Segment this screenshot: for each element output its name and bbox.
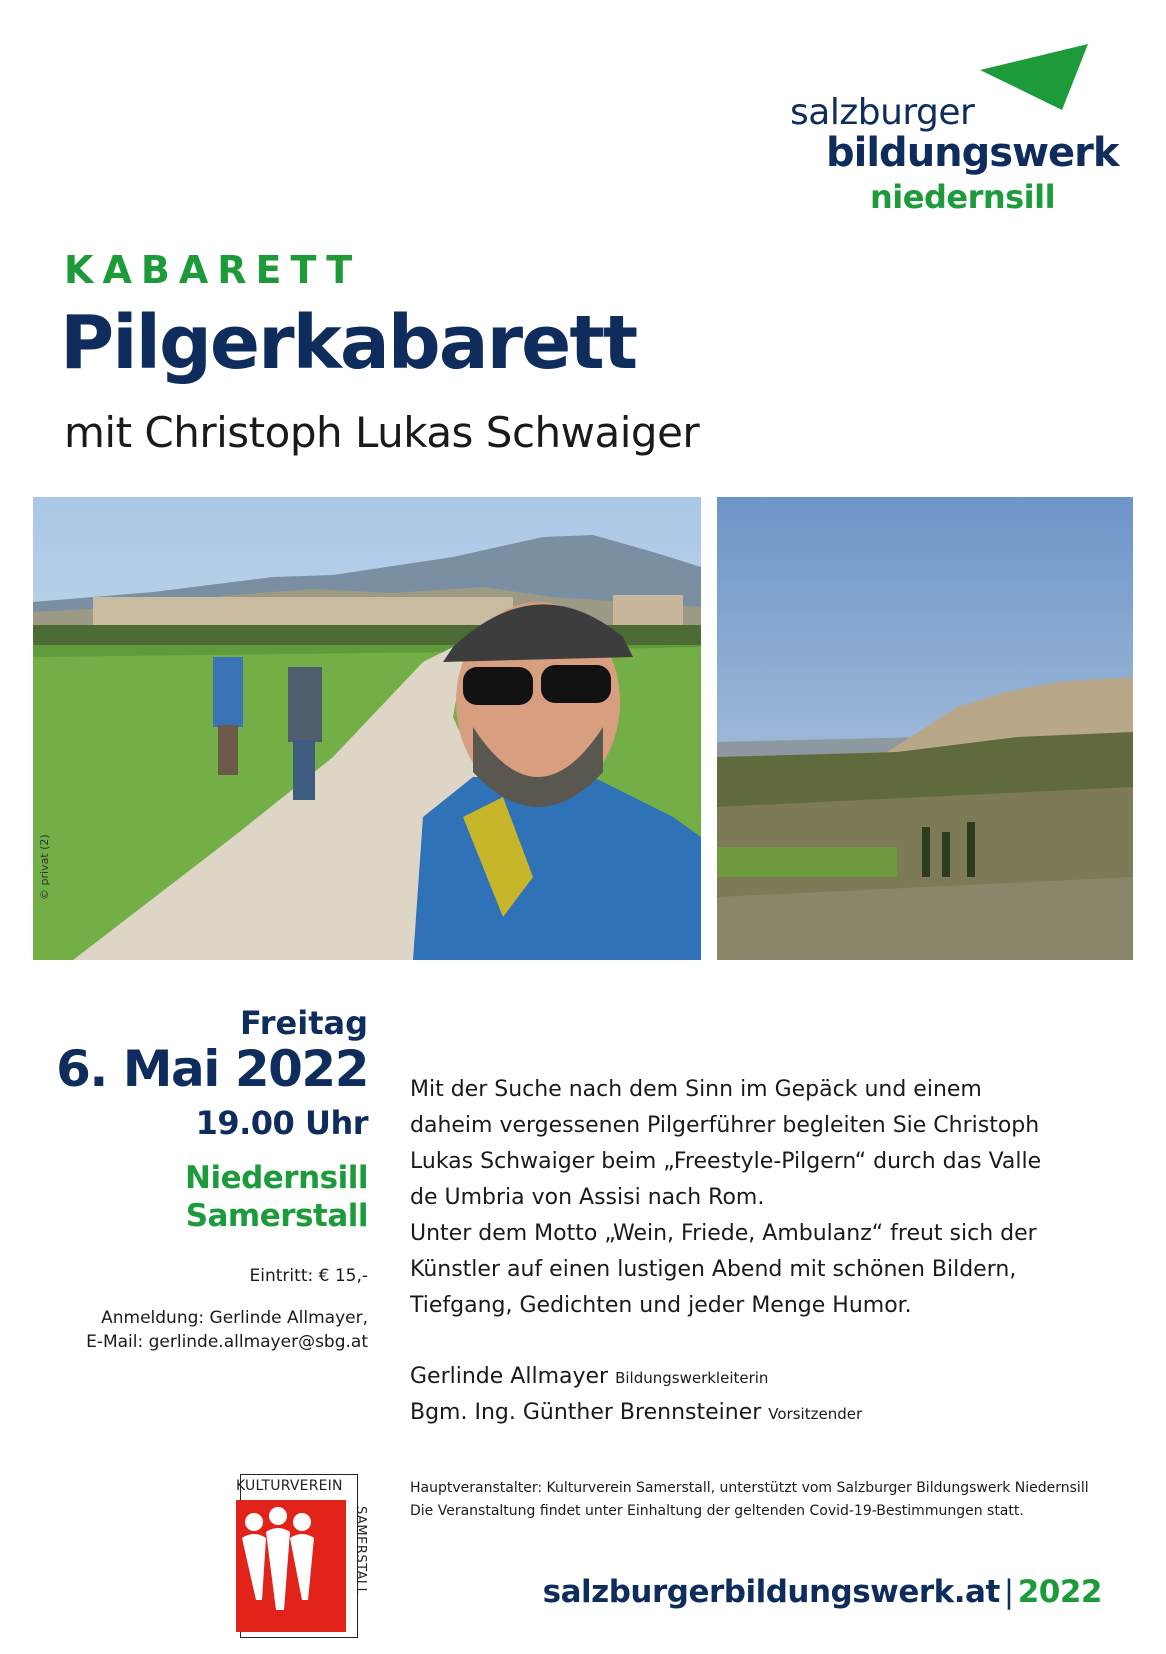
hill-town-landscape-photo xyxy=(717,497,1133,960)
event-date: 6. Mai 2022 xyxy=(56,1040,368,1098)
signature-1 xyxy=(410,1364,768,1389)
signature-role: Bildungswerkleiterin xyxy=(615,1369,769,1387)
kulturverein-side-label: SAMERSTALL xyxy=(353,1506,368,1596)
signature-name: Gerlinde Allmayer xyxy=(410,1364,609,1389)
entry-fee: Eintritt: € 15,- xyxy=(249,1266,368,1286)
registration-contact: Anmeldung: Gerlinde Allmayer, xyxy=(101,1308,368,1328)
logo-line-bildungswerk: bildungswerk xyxy=(826,130,1119,176)
footer-url xyxy=(543,1574,1102,1610)
kulturverein-top-label: KULTURVEREIN xyxy=(236,1478,343,1494)
footer-separator: | xyxy=(1003,1574,1014,1610)
event-day: Freitag xyxy=(239,1004,368,1042)
signature-2 xyxy=(410,1400,862,1425)
website-link[interactable]: salzburgerbildungswerk.at xyxy=(542,1574,1000,1610)
triangle-flag-icon xyxy=(980,40,1090,110)
description-paragraph-2: Unter dem Motto „Wein, Friede, Ambulanz“ freut sich der Künstler auf einen lustigen Abend mit schönen Bildern, Tiefgang, Gedichten und jeder Menge Humor. xyxy=(410,1221,1037,1318)
covid-note: Die Veranstaltung findet unter Einhaltung der geltenden Covid-19-Bestimmungen statt. xyxy=(410,1503,1024,1519)
event-description xyxy=(410,1072,1070,1324)
organizer-note: Hauptveranstalter: Kulturverein Samerstall, unterstützt vom Salzburger Bildungswerk Niedernsill xyxy=(410,1480,1089,1496)
kulturverein-red-block xyxy=(236,1500,346,1632)
kulturverein-figures-icon xyxy=(236,1500,346,1632)
event-category: KABARETT xyxy=(64,248,362,292)
registration-email: E-Mail: gerlinde.allmayer@sbg.at xyxy=(86,1332,368,1352)
logo-line-salzburger: salzburger xyxy=(790,92,975,133)
kulturverein-logo xyxy=(232,1466,368,1646)
event-location-town: Niedernsill xyxy=(185,1160,368,1196)
signature-role: Vorsitzender xyxy=(768,1405,863,1423)
signature-name: Bgm. Ing. Günther Brennsteiner xyxy=(410,1400,762,1425)
organization-logo xyxy=(790,40,1119,220)
pilgrims-selfie-photo xyxy=(33,497,701,960)
description-paragraph-1: Mit der Suche nach dem Sinn im Gepäck und einem daheim vergessenen Pilgerführer begleiten Sie Christoph Lukas Schwaiger beim „Freestyle-Pilgern“ durch das Valle de Umbria von Assisi nach Rom. xyxy=(410,1077,1042,1210)
photo-credit: © privat (2) xyxy=(38,834,51,900)
event-time: 19.00 Uhr xyxy=(195,1104,368,1142)
footer-year: 2022 xyxy=(1017,1574,1102,1610)
event-subtitle: mit Christoph Lukas Schwaiger xyxy=(64,408,700,457)
logo-line-niedernsill: niedernsill xyxy=(870,178,1056,216)
event-title: Pilgerkabarett xyxy=(60,300,637,386)
event-location-venue: Samerstall xyxy=(185,1198,368,1234)
